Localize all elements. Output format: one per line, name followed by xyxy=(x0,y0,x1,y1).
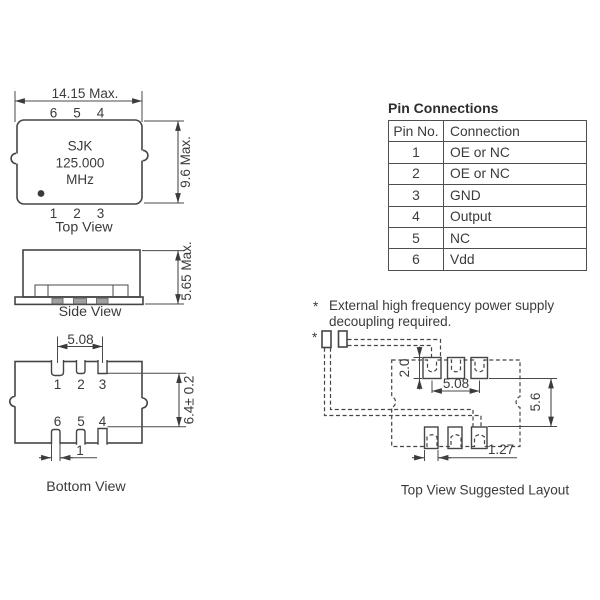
solder-pad xyxy=(97,298,109,304)
solder-pad xyxy=(74,298,87,304)
castellation-pin6 xyxy=(52,430,61,445)
pin-label-3: 3 xyxy=(96,206,105,221)
header-pin-no: Pin No. xyxy=(389,121,444,142)
connection-cell: GND xyxy=(444,185,587,206)
thickness-dimension-label: 5.65 Max. xyxy=(179,241,194,301)
pin-label-1: 1 xyxy=(53,377,62,392)
pitch-dimension-label: 5.08 xyxy=(442,376,470,391)
pin-label-4: 4 xyxy=(98,414,107,429)
pad-width-dimension-label: 1.27 xyxy=(487,442,515,457)
top-view-label: Top View xyxy=(55,219,113,236)
table-row xyxy=(389,249,587,270)
note-asterisk: * xyxy=(313,299,319,314)
connection-cell: NC xyxy=(444,227,587,248)
decoupling-note xyxy=(313,298,554,329)
row-span-dimension-label: 6.4± 0.2 xyxy=(181,375,197,425)
body-step-detail xyxy=(35,285,128,297)
solder-pad xyxy=(52,298,63,304)
pin-number-cell: 5 xyxy=(389,227,444,248)
table-row xyxy=(389,227,587,248)
side-view-drawing xyxy=(15,241,194,320)
layout-pad-bottom-2 xyxy=(448,427,462,449)
pad-width-dimension-label: 1 xyxy=(76,443,84,458)
pin-number-cell: 4 xyxy=(389,206,444,227)
table-header-row xyxy=(389,121,587,142)
note-line1: External high frequency power supply xyxy=(329,298,555,313)
decoupling-cap-pad xyxy=(339,331,348,347)
pin-label-2: 2 xyxy=(73,206,81,221)
layout-pad-top-3 xyxy=(471,358,488,379)
pin-number-cell: 3 xyxy=(389,185,444,206)
pin-connections-title: Pin Connections xyxy=(388,100,499,116)
pin-label-3: 3 xyxy=(98,377,107,392)
connection-cell: OE or NC xyxy=(444,142,587,163)
vdd-trace xyxy=(348,346,432,358)
pin-number-cell: 1 xyxy=(389,142,444,163)
note-line2: decoupling required. xyxy=(329,314,452,329)
pin-label-6: 6 xyxy=(53,414,62,429)
pin-label-5: 5 xyxy=(73,105,81,121)
oscillator-body-side xyxy=(23,250,140,297)
layout-pad-top-1 xyxy=(423,358,441,379)
height-dimension-label: 9.6 Max. xyxy=(178,136,193,188)
pin-label-4: 4 xyxy=(96,105,105,121)
table-row xyxy=(389,142,587,163)
pin1-indicator-dot xyxy=(38,190,45,197)
pin-number-cell: 6 xyxy=(389,249,444,270)
suggested-layout-label: Top View Suggested Layout xyxy=(400,482,570,498)
pin-label-6: 6 xyxy=(49,105,58,121)
layout-pad-bottom-3 xyxy=(472,427,488,449)
part-marking-unit: MHz xyxy=(66,172,94,187)
pad-height-dimension-label: 2.0 xyxy=(397,358,412,378)
castellation-pin2 xyxy=(77,360,86,374)
connection-cell: OE or NC xyxy=(444,163,587,184)
connection-cell: Output xyxy=(444,206,587,227)
pin-connections-table xyxy=(388,120,587,271)
width-dimension-label: 14.15 Max. xyxy=(51,86,119,101)
connection-cell: Vdd xyxy=(444,249,587,270)
vdd-trace xyxy=(348,340,441,358)
bottom-view-label: Bottom View xyxy=(46,479,126,495)
pitch-dimension-label: 5.08 xyxy=(67,332,94,347)
pin-label-2: 2 xyxy=(77,377,85,392)
row-gap-dimension-label: 5.6 xyxy=(528,392,543,412)
part-marking-brand: SJK xyxy=(67,138,93,154)
table-row xyxy=(389,206,587,227)
pin-label-5: 5 xyxy=(77,414,85,429)
bottom-view-drawing xyxy=(10,332,197,495)
pin-connections-section xyxy=(388,100,587,271)
table-row xyxy=(389,185,587,206)
part-marking-frequency: 125.000 xyxy=(55,155,105,171)
decoupling-cap-pad xyxy=(322,331,331,348)
top-view-drawing xyxy=(11,86,193,236)
suggested-layout-drawing xyxy=(312,330,569,498)
side-view-label: Side View xyxy=(58,304,122,320)
pin-number-cell: 2 xyxy=(389,163,444,184)
castellation-pin4 xyxy=(98,429,107,445)
header-connection: Connection xyxy=(444,121,587,142)
capacitor-asterisk: * xyxy=(312,330,318,345)
pin-label-1: 1 xyxy=(49,206,58,221)
table-row xyxy=(389,163,587,184)
